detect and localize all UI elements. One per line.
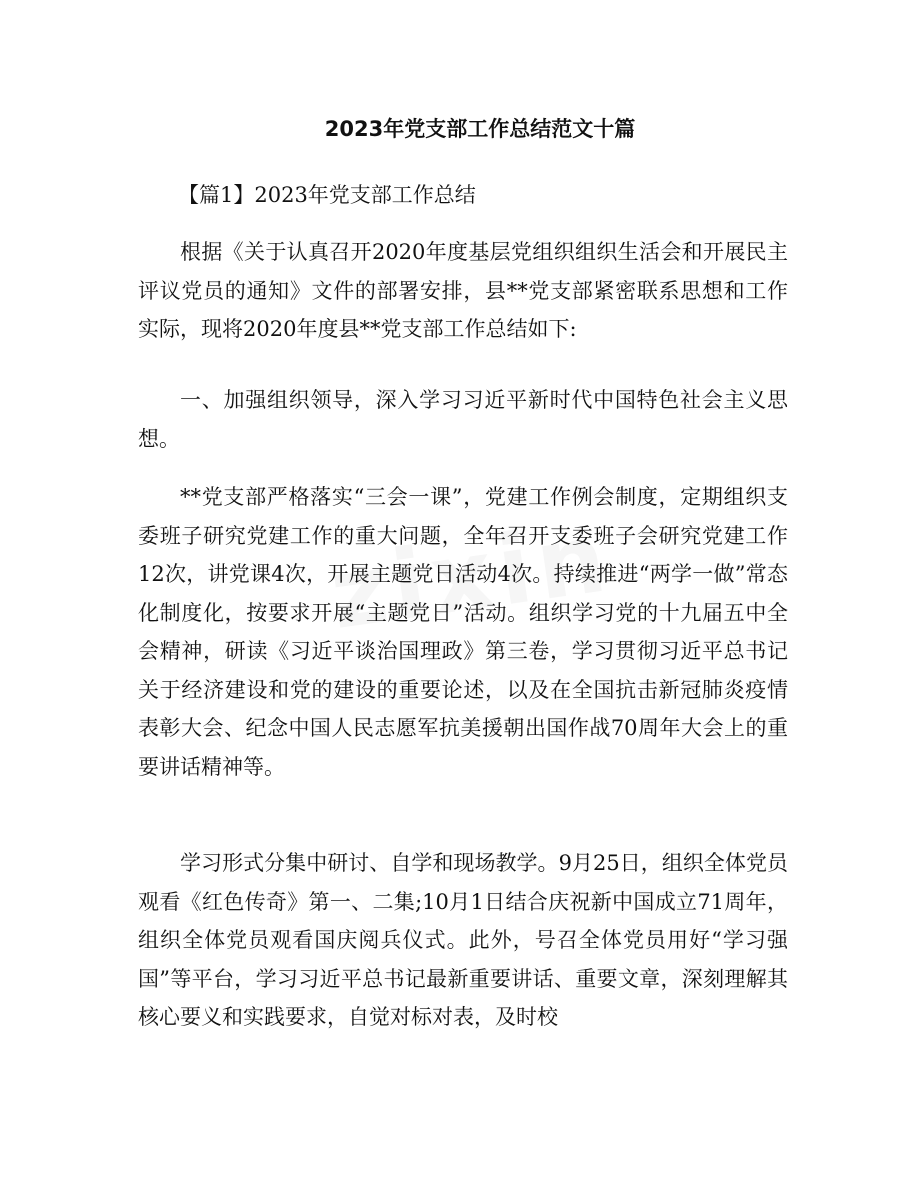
paragraph-study-forms: 学习形式分集中研讨、自学和现场教学。9月25日，组织全体党员观看《红色传奇》第一、二集;10月1日结合庆祝新中国成立71周年，组织全体党员观看国庆阅兵仪式。此外，号召全体党员用好“学习强国”等平台，学习习近平总书记最新重要讲话、重要文章，深刻理解其核心要义和实践要求，自觉对标对表，及时校 <box>138 851 788 1029</box>
paragraph-party-branch-work: **党支部严格落实“三会一课”，党建工作例会制度，定期组织支委班子研究党建工作的重大问题，全年召开支委班子会研究党建工作12次，讲党课4次，开展主题党日活动4次。持续推进“两学一做”常态化制度化，按要求开展“主题党日”活动。组织学习党的十九届五中全会精神，研读《习近平谈治国理政》第三卷，学习贯彻习近平总书记关于经济建设和党的建设的重要论述，以及在全国抗击新冠肺炎疫情表彰大会、纪念中国人民志愿军抗美援朝出国作战70周年大会上的重要讲话精神等。 <box>138 485 788 779</box>
document-title: 2023年党支部工作总结范文十篇 <box>324 117 636 141</box>
paragraph-section-one-heading: 一、加强组织领导，深入学习习近平新时代中国特色社会主义思想。 <box>138 388 788 451</box>
section-heading: 【篇1】2023年党支部工作总结 <box>178 183 476 207</box>
paragraph-intro: 根据《关于认真召开2020年度基层党组织组织生活会和开展民主评议党员的通知》文件的部署安排，县**党支部紧密联系思想和工作实际，现将2020年度县**党支部工作总结如下: <box>138 240 788 341</box>
